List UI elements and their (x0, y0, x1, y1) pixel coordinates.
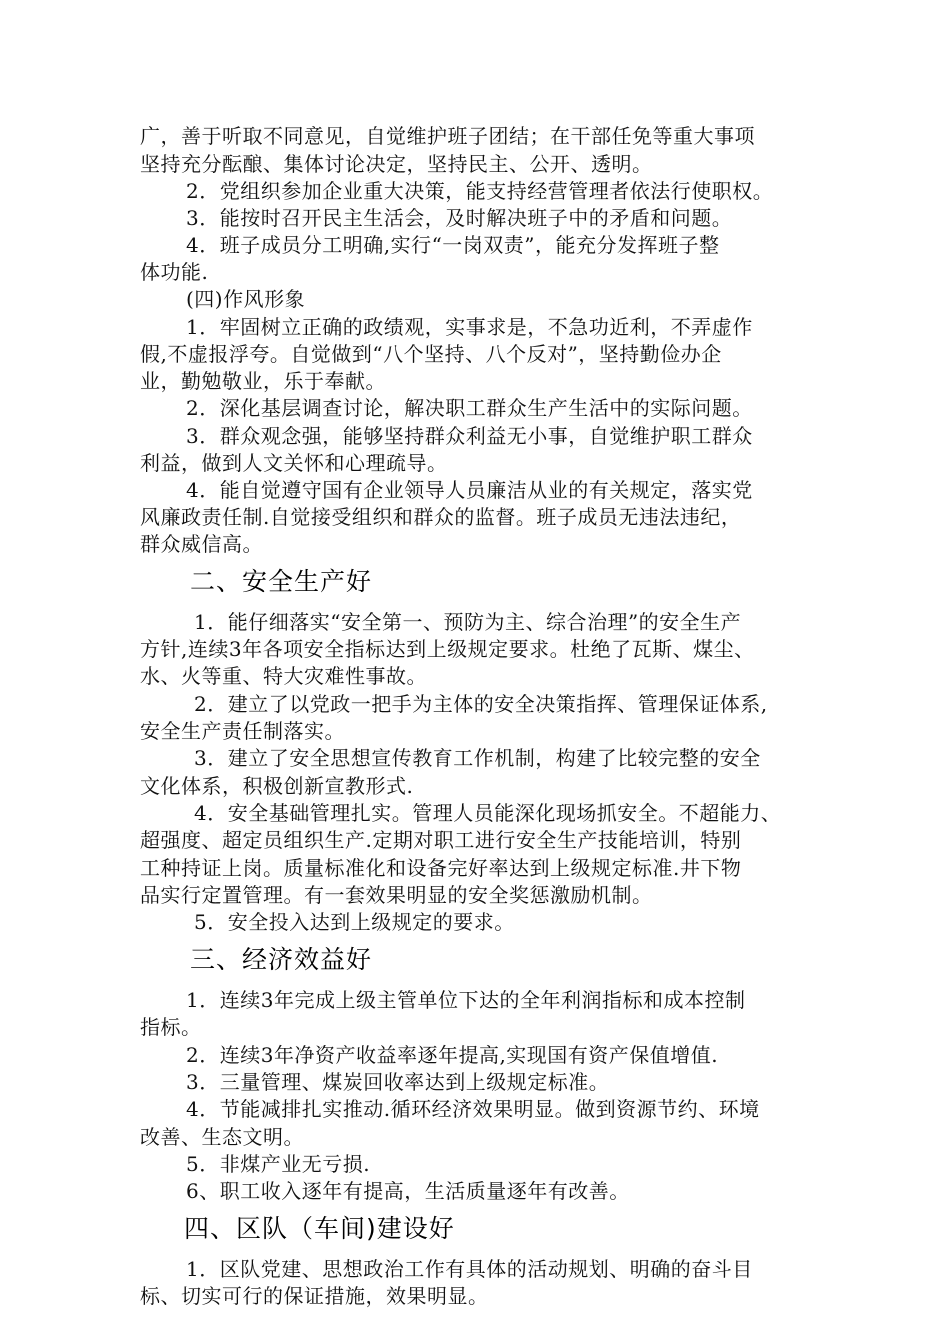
paragraph-line: 利益，做到人文关怀和心理疏导。 (140, 451, 448, 475)
paragraph-line: 4．节能减排扎实推动.循环经济效果明显。做到资源节约、环境 (186, 1097, 760, 1121)
paragraph-line: 体功能. (140, 260, 209, 284)
paragraph-line: 水、火等重、特大灾难性事故。 (140, 664, 427, 688)
paragraph-line: 1．牢固树立正确的政绩观，实事求是，不急功近利，不弄虚作 (186, 315, 753, 339)
paragraph-line: 2．连续3年净资产收益率逐年提高,实现国有资产保值增值. (186, 1043, 719, 1067)
paragraph-line: 2．深化基层调查讨论，解决职工群众生产生活中的实际问题。 (186, 396, 753, 420)
paragraph-line: 2．建立了以党政一把手为主体的安全决策指挥、管理保证体系, (194, 692, 768, 716)
paragraph-line: 业，勤勉敬业，乐于奉献。 (140, 369, 386, 393)
paragraph-line: 1．连续3年完成上级主管单位下达的全年利润指标和成本控制 (186, 988, 746, 1012)
paragraph-line: 4．班子成员分工明确,实行“一岗双责”，能充分发挥班子整 (186, 233, 720, 257)
paragraph-line: 风廉政责任制.自觉接受组织和群众的监督。班子成员无违法违纪， (140, 505, 742, 529)
paragraph-line: 指标。 (140, 1015, 202, 1039)
section-heading: 二、安全生产好 (190, 567, 373, 596)
paragraph-line: 超强度、超定员组织生产.定期对职工进行安全生产技能培训，特别 (140, 828, 742, 852)
paragraph-line: 3．三量管理、煤炭回收率达到上级规定标准。 (186, 1070, 610, 1094)
paragraph-line: 广，善于听取不同意见，自觉维护班子团结；在干部任免等重大事项 (140, 124, 755, 148)
paragraph-line: 文化体系，积极创新宣教形式. (140, 774, 414, 798)
paragraph-line: 品实行定置管理。有一套效果明显的安全奖惩激励机制。 (140, 883, 653, 907)
paragraph-line: 2．党组织参加企业重大决策，能支持经营管理者依法行使职权。 (186, 179, 774, 203)
paragraph-line: 标、切实可行的保证措施，效果明显。 (140, 1284, 489, 1308)
paragraph-line: 假,不虚报浮夸。自觉做到“八个坚持、八个反对”，坚持勤俭办企 (140, 342, 722, 366)
paragraph-line: 工种持证上岗。质量标准化和设备完好率达到上级规定标准.井下物 (140, 856, 742, 880)
paragraph-line: 3．能按时召开民主生活会，及时解决班子中的矛盾和问题。 (186, 206, 733, 230)
paragraph-line: 坚持充分酝酿、集体讨论决定，坚持民主、公开、透明。 (140, 152, 653, 176)
paragraph-line: 改善、生态文明。 (140, 1125, 304, 1149)
paragraph-line: 5．安全投入达到上级规定的要求。 (194, 910, 515, 934)
paragraph-line: 5．非煤产业无亏损. (186, 1152, 371, 1176)
paragraph-line: 群众威信高。 (140, 532, 263, 556)
paragraph-line: 1．能仔细落实“安全第一、预防为主、综合治理”的安全生产 (194, 610, 742, 634)
paragraph-line: 1．区队党建、思想政治工作有具体的活动规划、明确的奋斗目 (186, 1257, 753, 1281)
paragraph-line: 3．群众观念强，能够坚持群众利益无小事，自觉维护职工群众 (186, 424, 753, 448)
paragraph-line: 安全生产责任制落实。 (140, 719, 345, 743)
section-heading: 三、经济效益好 (190, 945, 373, 974)
paragraph-line: 4．能自觉遵守国有企业领导人员廉洁从业的有关规定，落实党 (186, 478, 753, 502)
paragraph-line: 3．建立了安全思想宣传教育工作机制，构建了比较完整的安全 (194, 746, 761, 770)
paragraph-line: 6、职工收入逐年有提高，生活质量逐年有改善。 (186, 1179, 630, 1203)
subsection-heading: (四)作风形象 (186, 287, 306, 311)
section-heading: 四、区队（车间)建设好 (184, 1214, 455, 1243)
paragraph-line: 方针,连续3年各项安全指标达到上级规定要求。杜绝了瓦斯、煤尘、 (140, 637, 755, 661)
paragraph-line: 4．安全基础管理扎实。管理人员能深化现场抓安全。不超能力、 (194, 801, 782, 825)
